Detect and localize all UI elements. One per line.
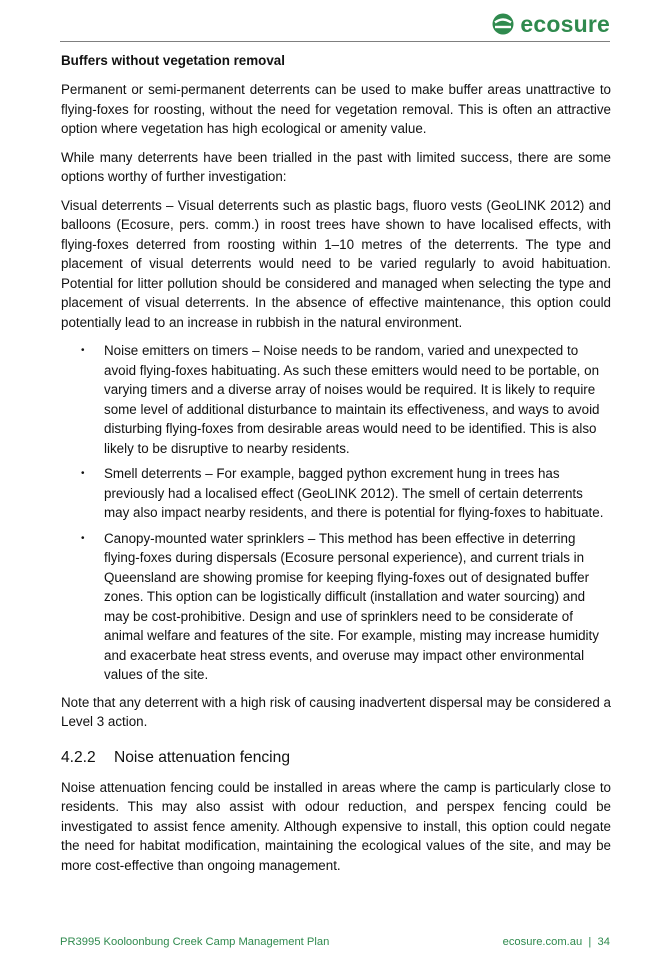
bullet-item <box>61 529 611 685</box>
note-paragraph: Note that any deterrent with a high risk of causing inadvertent dispersal may be considered a Level 3 action. <box>61 694 611 729</box>
paragraph: Permanent or semi-permanent deterrents can be used to make buffer areas unattractive to flying-foxes for roosting, without the need for vegetation removal. This is often an attractive option where vegetation has high ecological or amenity value. <box>61 82 611 136</box>
section-heading <box>61 747 611 769</box>
bullet-marker: • <box>81 345 85 356</box>
section-number: 4.2.2 <box>61 748 96 766</box>
logo-wordmark: ecosure <box>520 11 610 37</box>
leaf-logo-icon <box>492 13 514 35</box>
bullet-text: Smell deterrents – For example, bagged python excrement hung in trees has previously had a localised effect (GeoLINK 2012). The smell of certain deterrents may also impact nearby residents, and there is potential for flying-foxes to habituate. <box>104 466 604 520</box>
section-title: Noise attenuation fencing <box>114 748 290 766</box>
footer-document-title: PR3995 Kooloonbung Creek Camp Management Plan <box>60 936 330 948</box>
subheading: Buffers without vegetation removal <box>61 53 285 68</box>
bullet-text: Noise emitters on timers – Noise needs to be random, varied and unexpected to avoid flying-foxes habituating. As such these emitters would need to be portable, on varying timers and a diverse array of noises would be required. It is likely to require some level of additional disturbance to maintain its effectiveness, and ways to avoid disturbing flying-foxes from desirable areas would need to be identified. This is also likely to be disruptive to nearby residents. <box>104 343 600 456</box>
footer-site-and-page: ecosure.com.au | 34 <box>502 936 610 948</box>
ecosure-logo <box>492 10 610 38</box>
bullet-item <box>61 341 611 458</box>
bullet-marker: • <box>81 468 85 479</box>
bullet-text: Canopy-mounted water sprinklers – This method has been effective in deterring flying-foxes during dispersals (Ecosure personal experience), and current trials in Queensland are showing promise for keeping flying-foxes out of designated buffer zones. This option can be logistically difficult (installation and water sourcing) and may be cost-prohibitive. Design and use of sprinklers need to be considerate of animal welfare and features of the site. For example, misting may increase humidity and exacerbate heat stress events, and overuse may impact other environmental values of the site. <box>104 530 599 682</box>
header-rule <box>60 41 610 42</box>
bullet-item <box>61 464 611 523</box>
paragraph: Noise attenuation fencing could be installed in areas where the camp is particularly close to residents. This may also assist with odour reduction, and perspex fencing could be investigated to assist fence amenity. Although expensive to install, this option could negate the need for habitat modification, maintaining the ecological values of the site, and may be more cost-effective than ongoing management. <box>61 779 611 873</box>
paragraph: Visual deterrents – Visual deterrents such as plastic bags, fluoro vests (GeoLINK 2012) and balloons (Ecosure, pers. comm.) in roost trees have shown to have localised effects, with flying-foxes deterred from roosting within 1–10 metres of the deterrents. The type and placement of visual deterrents would need to be varied regularly to avoid habituation. Potential for litter pollution should be considered and managed when selecting the type and placement of visual deterrents. In the absence of effective maintenance, this option could potentially lead to an increase in rubbish in the natural environment. <box>61 197 611 330</box>
document-body <box>61 51 611 884</box>
bullet-list <box>61 341 611 685</box>
paragraph: While many deterrents have been trialled in the past with limited success, there are some options worthy of further investigation: <box>61 149 611 184</box>
page-footer <box>60 936 610 948</box>
bullet-marker: • <box>81 532 85 544</box>
